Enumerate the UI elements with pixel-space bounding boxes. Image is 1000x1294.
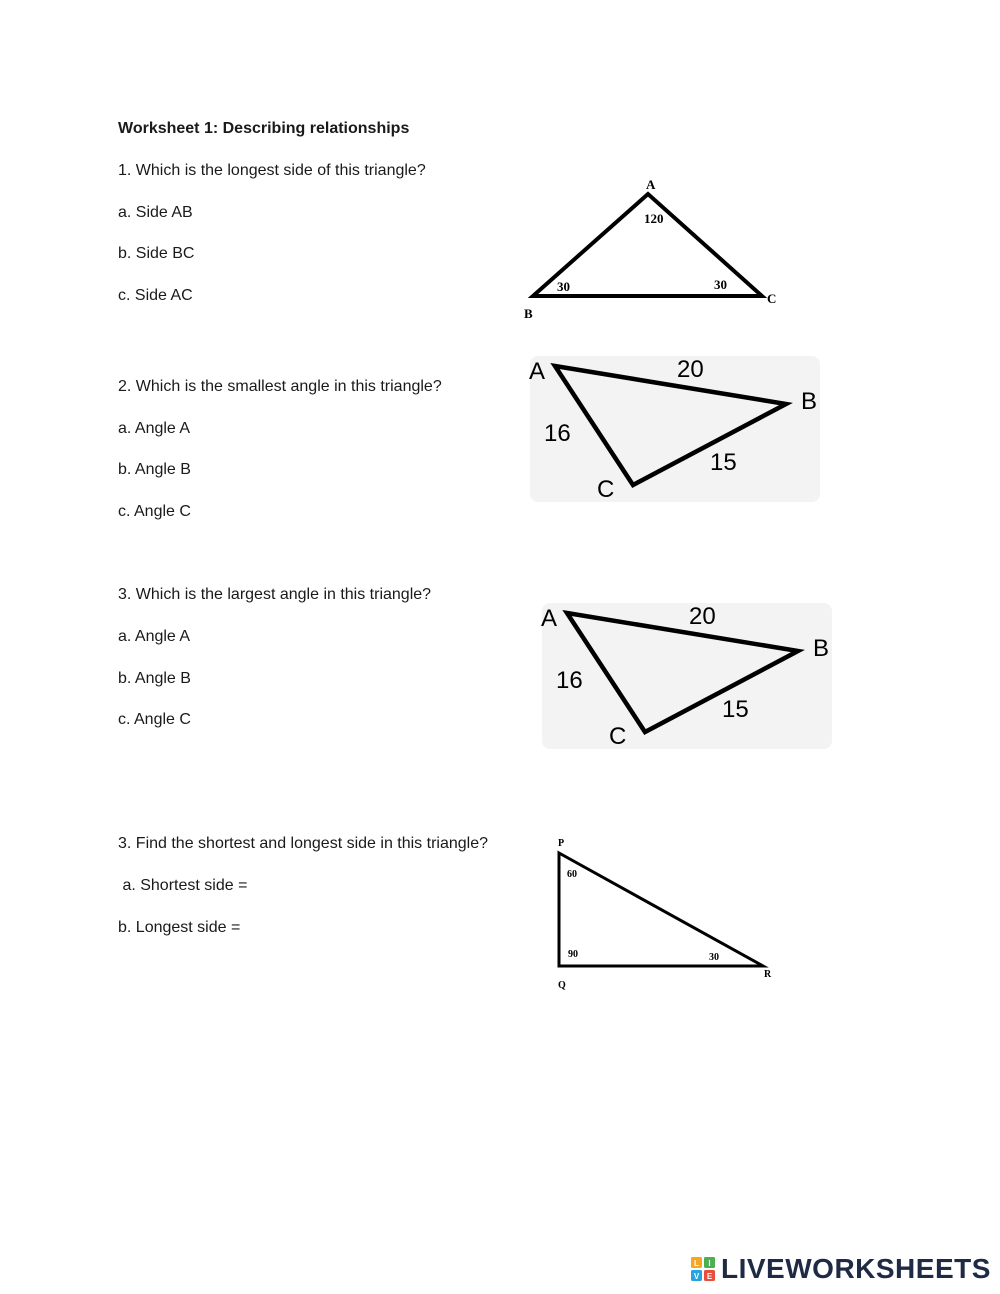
figure-2-background (530, 356, 820, 502)
triangle-3-side-ab: 20 (689, 603, 716, 630)
triangle-2-side-ab: 20 (677, 356, 704, 383)
triangle-1-vertex-b: B (524, 306, 533, 321)
triangle-3-side-ac: 16 (556, 667, 583, 694)
question-1-option-c[interactable]: c. Side AC (118, 287, 193, 304)
triangle-4-vertex-p: P (558, 838, 565, 849)
logo-wordmark: LIVEWORKSHEETS (721, 1253, 991, 1284)
triangle-3-vertex-c: C (609, 723, 627, 750)
question-1-option-b[interactable]: b. Side BC (118, 245, 195, 262)
triangle-2-side-bc: 15 (710, 449, 737, 476)
triangle-1-angle-c: 30 (714, 277, 727, 292)
question-3-option-b[interactable]: b. Angle B (118, 670, 191, 687)
triangle-4-angle-r: 30 (709, 952, 719, 963)
triangle-4-angle-q: 90 (568, 949, 578, 960)
triangle-pqr-figure (548, 832, 788, 992)
triangle-2-side-ac: 16 (544, 420, 571, 447)
question-1-prompt: 1. Which is the longest side of this triangle? (118, 162, 426, 179)
triangle-2-vertex-a: A (529, 358, 546, 385)
question-2-option-b[interactable]: b. Angle B (118, 461, 191, 478)
triangle-1-vertex-a: A (646, 177, 656, 192)
logo-tiles-icon (690, 1256, 718, 1282)
figure-3-background (542, 603, 832, 749)
triangle-4-shape (559, 853, 763, 966)
worksheet-title: Worksheet 1: Describing relationships (118, 120, 410, 137)
question-2-prompt: 2. Which is the smallest angle in this triangle? (118, 378, 442, 395)
question-4-option-b[interactable]: b. Longest side = (118, 919, 241, 936)
question-4-prompt: 3. Find the shortest and longest side in this triangle? (118, 835, 488, 852)
triangle-3-vertex-a: A (541, 605, 558, 632)
triangle-abc-sides-figure-2 (540, 601, 835, 751)
triangle-abc-angles-figure (515, 172, 795, 327)
question-1-option-a[interactable]: a. Side AB (118, 204, 193, 221)
question-3-option-c[interactable]: c. Angle C (118, 711, 191, 728)
triangle-1-angle-a: 120 (644, 211, 664, 226)
logo-tile-l-letter: L (694, 1259, 699, 1268)
question-3-prompt: 3. Which is the largest angle in this triangle? (118, 586, 432, 603)
triangle-3-side-bc: 15 (722, 696, 749, 723)
question-3-option-a[interactable]: a. Angle A (118, 628, 191, 645)
question-2-option-a[interactable]: a. Angle A (118, 420, 191, 437)
logo-tile-i-letter: I (708, 1259, 711, 1268)
triangle-1-vertex-c: C (767, 291, 777, 306)
triangle-4-angle-p: 60 (567, 869, 577, 880)
liveworksheets-logo[interactable] (690, 1254, 991, 1284)
triangle-2-vertex-b: B (801, 388, 818, 415)
question-4-option-a[interactable]: a. Shortest side = (118, 877, 248, 894)
triangle-abc-sides-figure-1 (528, 354, 823, 504)
triangle-4-vertex-q: Q (558, 980, 566, 991)
triangle-4-vertex-r: R (764, 969, 772, 980)
logo-tile-v-letter: V (693, 1272, 700, 1281)
question-2-option-c[interactable]: c. Angle C (118, 503, 191, 520)
triangle-1-angle-b: 30 (557, 279, 570, 294)
triangle-3-vertex-b: B (813, 635, 830, 662)
triangle-2-vertex-c: C (597, 476, 615, 503)
logo-tile-e-letter: E (706, 1272, 713, 1281)
